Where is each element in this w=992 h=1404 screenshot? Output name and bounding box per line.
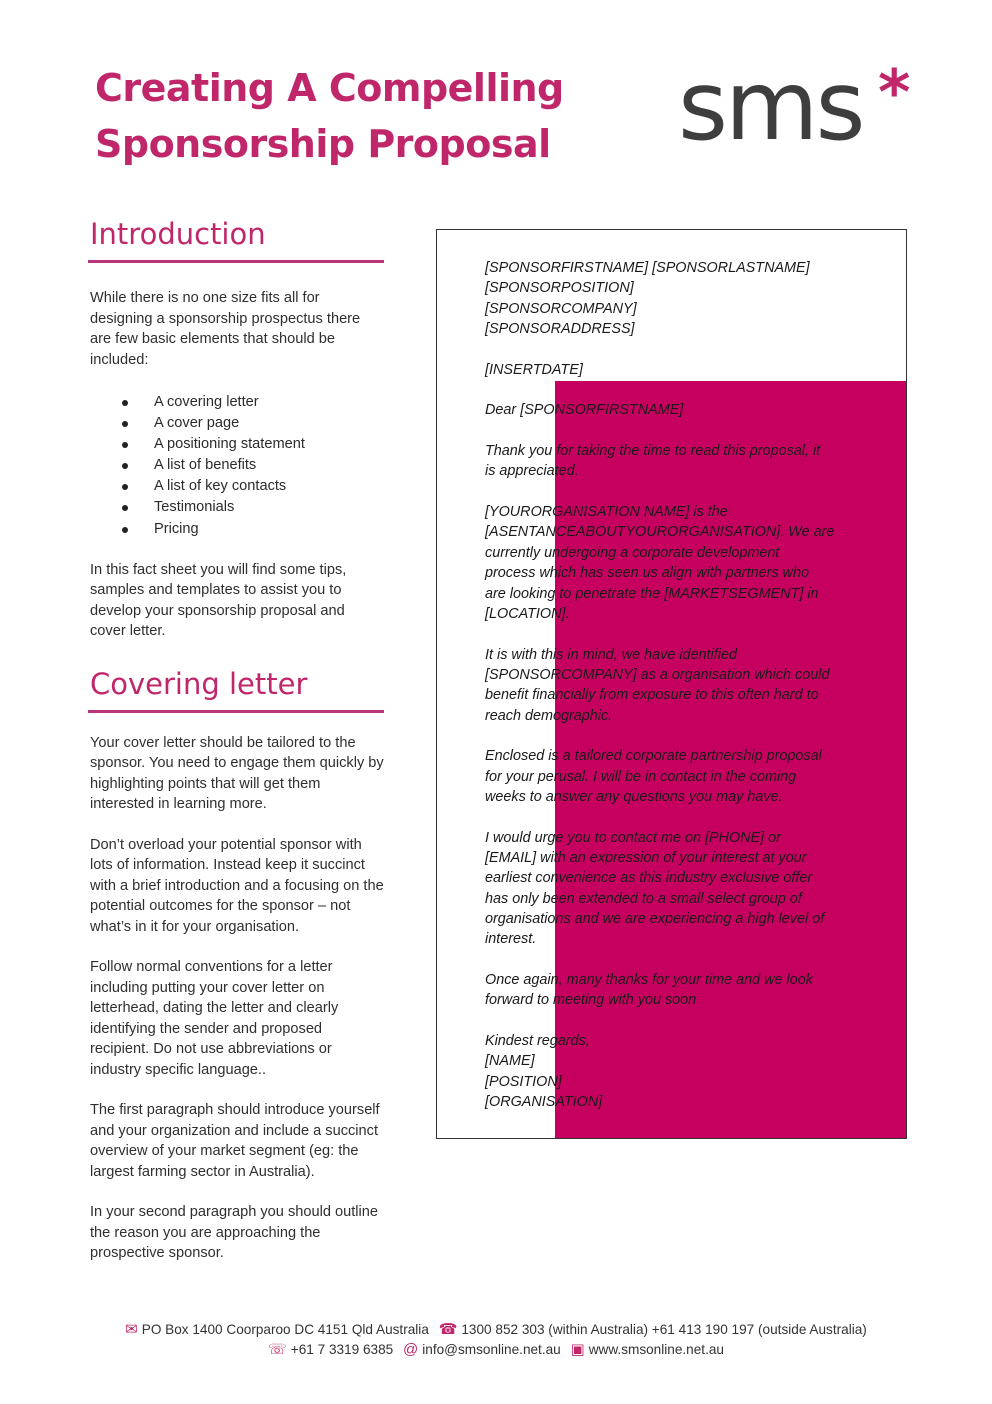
bullet-icon: [122, 527, 128, 533]
letter-paragraph: It is with this in mind, we have identified [SPONSORCOMPANY] as a organisation which could benefit financially from exposure to this often hard to reach demographic.: [485, 646, 830, 724]
page-title: [95, 60, 564, 172]
covering-letter-paragraph: Your cover letter should be tailored to the sponsor. You need to engage them quickly by highlighting points that will get them interested in learning more.: [90, 734, 384, 813]
bullet-icon: [122, 421, 128, 427]
letter-paragraph: I would urge you to contact me on [PHONE] or [EMAIL] with an expression of your interest at your earliest convenience as this industry exclusive offer has only been extended to a small select group of organisations and we are experiencing a high level of interest.: [485, 829, 825, 948]
bullet-icon: [122, 463, 128, 469]
list-item: Pricing: [122, 519, 384, 540]
letter-paragraph: [YOURORGANISATION NAME] is the [ASENTANCEABOUTYOURORGANISATION]. We are currently undergoing a corporate development process which has seen us align with partners who are looking to penetrate the [MARKETSEGMENT] in [LOCATION].: [485, 504, 835, 622]
title-line-2: Sponsorship Proposal: [95, 122, 551, 166]
footer-address: PO Box 1400 Coorparoo DC 4151 Qld Australia: [141, 1322, 429, 1337]
sample-letter-text: [485, 258, 855, 1133]
computer-icon: ▣: [570, 1341, 585, 1358]
introduction-heading: Introduction: [88, 214, 384, 263]
fax-icon: ☏: [268, 1341, 287, 1358]
list-item: Testimonials: [122, 497, 384, 518]
sms-logo: [678, 52, 928, 162]
letter-signoff: Kindest regards, [NAME] [POSITION] [ORGANISATION]: [485, 1033, 603, 1111]
logo-text: sms: [678, 50, 863, 162]
list-item: A covering letter: [122, 392, 384, 413]
covering-letter-heading: Covering letter: [88, 664, 384, 713]
introduction-paragraph: While there is no one size fits all for designing a sponsorship prospectus there are few basic elements that should be included:: [90, 290, 361, 368]
footer-fax: +61 7 3319 6385: [290, 1342, 394, 1357]
left-column: [88, 214, 384, 1264]
letter-paragraph: Enclosed is a tailored corporate partnership proposal for your perusal. I will be in contact in the coming weeks to answer any questions you may have.: [485, 748, 822, 805]
footer-phone: 1300 852 303 (within Australia) +61 413 190 197 (outside Australia): [461, 1322, 867, 1337]
covering-letter-paragraph: Don’t overload your potential sponsor with lots of information. Instead keep it succinct with a brief introduction and a focusing on the potential outcomes for the sponsor – not what’s in it for your organisation.: [90, 836, 384, 935]
footer-email[interactable]: info@smsonline.net.au: [422, 1342, 561, 1357]
sample-letter-box: [436, 229, 907, 1139]
list-item: A positioning statement: [122, 434, 384, 455]
covering-letter-paragraph: The first paragraph should introduce yourself and your organization and include a succinct overview of your market segment (eg: the largest farming sector in Australia).: [90, 1102, 380, 1180]
logo-star-icon: *: [878, 56, 911, 129]
fact-sheet-paragraph: In this fact sheet you will find some tips, samples and templates to assist you to develop your sponsorship proposal and cover letter.: [90, 561, 347, 640]
list-item: A cover page: [122, 413, 384, 434]
footer-website[interactable]: www.smsonline.net.au: [588, 1342, 724, 1357]
list-item: A list of benefits: [122, 455, 384, 476]
bullet-icon: [122, 505, 128, 511]
letter-address: [SPONSORFIRSTNAME] [SPONSORLASTNAME] [SPONSORPOSITION] [SPONSORCOMPANY] [SPONSORADDRESS]: [485, 260, 810, 338]
bullet-icon: [122, 484, 128, 490]
elements-list: [88, 392, 384, 540]
list-item: A list of key contacts: [122, 476, 384, 497]
covering-letter-paragraph: Follow normal conventions for a letter including putting your cover letter on letterhead, dating the letter and clearly identifying the sender and proposed recipient. Do not use abbreviations or industry specific language..: [90, 959, 339, 1078]
footer-line-1: [0, 1320, 992, 1340]
envelope-icon: ✉: [125, 1321, 138, 1338]
letter-paragraph: Thank you for taking the time to read this proposal, it is appreciated.: [485, 443, 821, 480]
bullet-icon: [122, 442, 128, 448]
letter-date: [INSERTDATE]: [485, 361, 583, 378]
title-line-1: Creating A Compelling: [95, 66, 564, 110]
covering-letter-paragraph: In your second paragraph you should outline the reason you are approaching the prospective sponsor.: [90, 1204, 379, 1262]
phone-icon: ☎: [438, 1321, 458, 1338]
email-at-icon: @: [403, 1341, 419, 1358]
bullet-icon: [122, 400, 128, 406]
letter-salutation: Dear [SPONSORFIRSTNAME]: [485, 402, 684, 419]
letter-paragraph: Once again, many thanks for your time and we look forward to meeting with you soon: [485, 972, 813, 1009]
footer-line-2: [0, 1340, 992, 1360]
